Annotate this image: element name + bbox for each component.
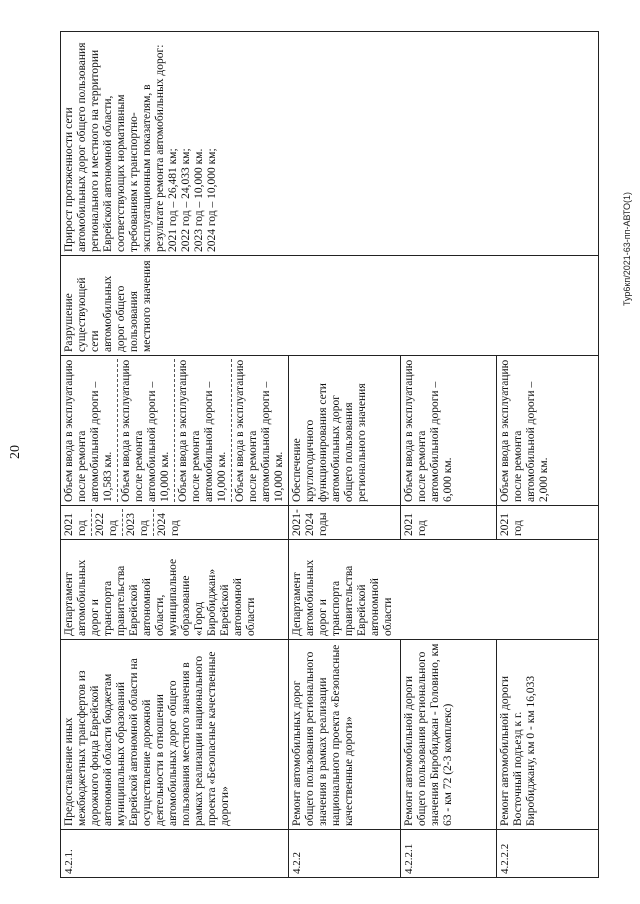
- year: 2023 год: [122, 509, 151, 536]
- executor: Департамент автомобильных дорог и транспорта правительства Еврейской автономной области, муниципальное образование «Город Биробиджан» Еврейской автономной области: [61, 540, 289, 640]
- program-table: [60, 31, 599, 878]
- measure-name: Ремонт автомобильной дороги Восточный подъезд к г. Биробиджану, км 0 - км 16,033: [497, 640, 599, 830]
- consequence: Разрушение существующей сети автомобильных дорог общего пользования местного значения: [61, 256, 599, 356]
- measure-name: Ремонт автомобильной дороги общего пользования регионального значения Биробиджан - Головино, км 63 - км 72 (2-3 комплекс): [401, 640, 497, 830]
- result: Объем ввода в эксплуатацию после ремонта автомобильной дороги – 10,583 км.: [63, 359, 114, 502]
- row-number: 4.2.1.: [61, 830, 289, 878]
- year: 2021 год: [401, 506, 497, 540]
- result: Обеспечение круглогодичного функционирования сети автомобильных дорог общего пользования регионального значения: [289, 356, 401, 506]
- result: Объем ввода в эксплуатацию после ремонта автомобильной дороги – 10,000 км.: [231, 359, 286, 502]
- result: Объем ввода в эксплуатацию после ремонта автомобильной дороги – 10,000 км.: [117, 359, 172, 502]
- year-cell: [61, 506, 289, 540]
- year: 2024 год: [153, 509, 182, 536]
- year: 2022 год: [91, 509, 120, 536]
- result: Объем ввода в эксплуатацию после ремонта автомобильной дороги – 2,000 км.: [497, 356, 599, 506]
- row-number: 4.2.2: [289, 830, 401, 878]
- measure-name: Ремонт автомобильных дорог общего пользования регионального значения в рамках реализации национального проекта «Безопасные качественные дороги»: [289, 640, 401, 830]
- indicator: Прирост протяженности сети автомобильных дорог общего пользования регионального и местного на территории Еврейской автономной области, соответствующих нормативным требованиям к транспортно-эксплуатационным показателям, в результате ремонта автомобильных дорог: 2021 год – 26,481 км; 2022 год – 24,033 км; 2023 год – 10,000 км. 2024 год – 10,000 км;: [61, 32, 599, 256]
- year: 2021 год: [497, 506, 599, 540]
- measure-name: Предоставление иных межбюджетных трансфертов из дорожного фонда Еврейской автономной области бюджетам муниципальных образований Еврейской автономной области на осуществление дорожной деятельности в отношении автомобильных дорог общего пользования местного значения в рамках реализации национального проекта «Безопасные качественные дороги»: [61, 640, 289, 830]
- document-code: Тур6кп/2021-63-пп-АВТО(1): [622, 192, 632, 306]
- row-number: 4.2.2.1: [401, 830, 497, 878]
- result: Объем ввода в эксплуатацию после ремонта автомобильной дороги – 10,000 км.: [174, 359, 229, 502]
- executor: Департамент автомобильных дорог и транспорта правительства Еврейской автономной области: [289, 540, 599, 640]
- table-row: [61, 32, 289, 878]
- row-number: 4.2.2.2: [497, 830, 599, 878]
- result-cell: [61, 356, 289, 506]
- page-number: 20: [8, 445, 23, 459]
- result: Объем ввода в эксплуатацию после ремонта автомобильной дороги – 6,000 км.: [401, 356, 497, 506]
- year: 2021 год: [63, 513, 88, 536]
- year: 2021-2024 годы: [289, 506, 401, 540]
